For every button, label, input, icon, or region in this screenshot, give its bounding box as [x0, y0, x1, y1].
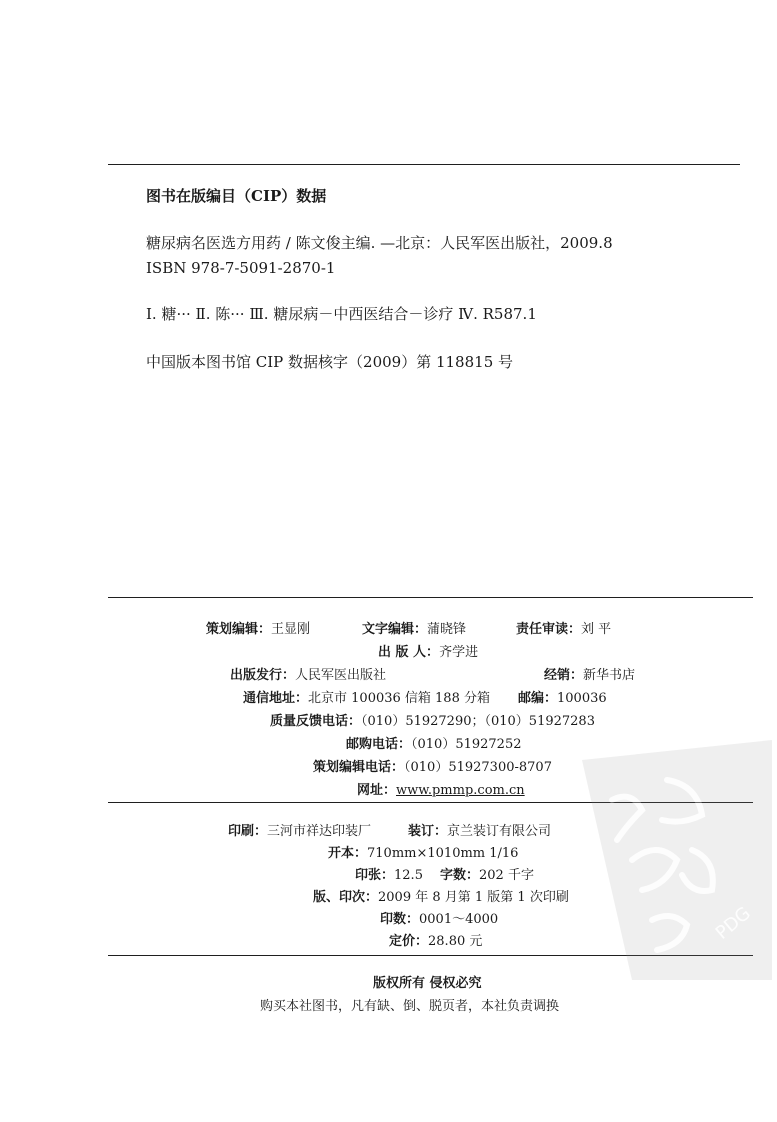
issuer-label: 出版发行： [230, 668, 296, 683]
cip-title: 图书在版编目（CIP）数据 [146, 187, 327, 205]
copyright-line1: 版权所有 侵权必究 [373, 976, 482, 991]
binder: 京兰装订有限公司 [447, 824, 552, 839]
seal-watermark-icon [572, 740, 777, 980]
edition-label: 版、印次： [313, 890, 379, 905]
printer: 三河市祥达印装厂 [267, 824, 372, 839]
printing-wordcount [440, 864, 534, 883]
printing-copies [380, 908, 498, 927]
printing-edition [313, 886, 569, 905]
sheets-label: 印张： [355, 868, 395, 883]
credits-issuer [230, 664, 386, 683]
sheets: 12.5 [394, 868, 423, 883]
credits-text-editor [362, 618, 466, 637]
printing-format [328, 842, 518, 861]
text-editor: 蒲晓锋 [427, 622, 467, 637]
credits-publisher-person [378, 641, 478, 660]
format-label: 开本： [328, 846, 368, 861]
credits-postcode [518, 687, 607, 706]
address-label: 通信地址： [243, 691, 309, 706]
reviewer-label: 责任审读： [516, 622, 582, 637]
editor-phone: （010）51927300-8707 [404, 760, 552, 775]
credits-editor-phone [313, 756, 552, 775]
credits-line-editors [206, 618, 310, 637]
edition: 2009 年 8 月第 1 版第 1 次印刷 [378, 890, 569, 905]
format: 710mm×1010mm 1/16 [367, 846, 519, 861]
wordcount: 202 千字 [479, 868, 534, 883]
cip-classification: Ⅰ. 糖··· Ⅱ. 陈··· Ⅲ. 糖尿病－中西医结合－诊疗 Ⅳ. R587.1 [146, 305, 537, 323]
credits-distributor [544, 664, 635, 683]
copyright-line2: 购买本社图书，凡有缺、倒、脱页者，本社负责调换 [260, 999, 560, 1014]
mailorder-label: 邮购电话： [346, 737, 412, 752]
text-editor-label: 文字编辑： [362, 622, 428, 637]
cip-isbn: ISBN 978-7-5091-2870-1 [146, 259, 336, 277]
credits-website [357, 779, 525, 798]
issuer: 人民军医出版社 [295, 668, 387, 683]
printing-sheets [355, 864, 423, 883]
printer-label: 印刷： [228, 824, 268, 839]
publisher-person-label: 出 版 人： [378, 645, 440, 660]
credits-address [243, 687, 490, 706]
copies-label: 印数： [380, 912, 420, 927]
feedback-label: 质量反馈电话： [270, 714, 362, 729]
cip-number: 中国版本图书馆 CIP 数据核字（2009）第 118815 号 [146, 353, 514, 371]
planning-editor: 王显刚 [271, 622, 311, 637]
website-label: 网址： [357, 783, 397, 798]
binder-label: 装订： [408, 824, 448, 839]
credits-mailorder [346, 733, 522, 752]
postcode: 100036 [557, 691, 607, 706]
top-rule [108, 164, 740, 165]
publisher-person: 齐学进 [439, 645, 479, 660]
printing-binder [408, 820, 551, 839]
planning-editor-label: 策划编辑： [206, 622, 272, 637]
cip-bibliographic-line: 糖尿病名医选方用药 / 陈文俊主编. —北京：人民军医出版社，2009.8 [146, 234, 613, 252]
credits-reviewer [516, 618, 611, 637]
watermark-text: PDG [711, 902, 755, 944]
wordcount-label: 字数： [440, 868, 480, 883]
price-label: 定价： [389, 934, 429, 949]
address: 北京市 100036 信箱 188 分箱 [308, 691, 490, 706]
distributor-label: 经销： [544, 668, 584, 683]
printing-price [389, 930, 482, 949]
postcode-label: 邮编： [518, 691, 558, 706]
price: 28.80 元 [428, 934, 483, 949]
copies: 0001～4000 [419, 912, 499, 927]
feedback-phone: （010）51927290；（010）51927283 [361, 714, 595, 729]
printing-printer [228, 820, 371, 839]
website-link[interactable]: www.pmmp.com.cn [396, 783, 525, 798]
distributor: 新华书店 [583, 668, 636, 683]
reviewer: 刘 平 [581, 622, 612, 637]
credits-top-rule [108, 597, 753, 598]
editor-phone-label: 策划编辑电话： [313, 760, 405, 775]
mailorder-phone: （010）51927252 [411, 737, 522, 752]
credits-feedback [270, 710, 595, 729]
